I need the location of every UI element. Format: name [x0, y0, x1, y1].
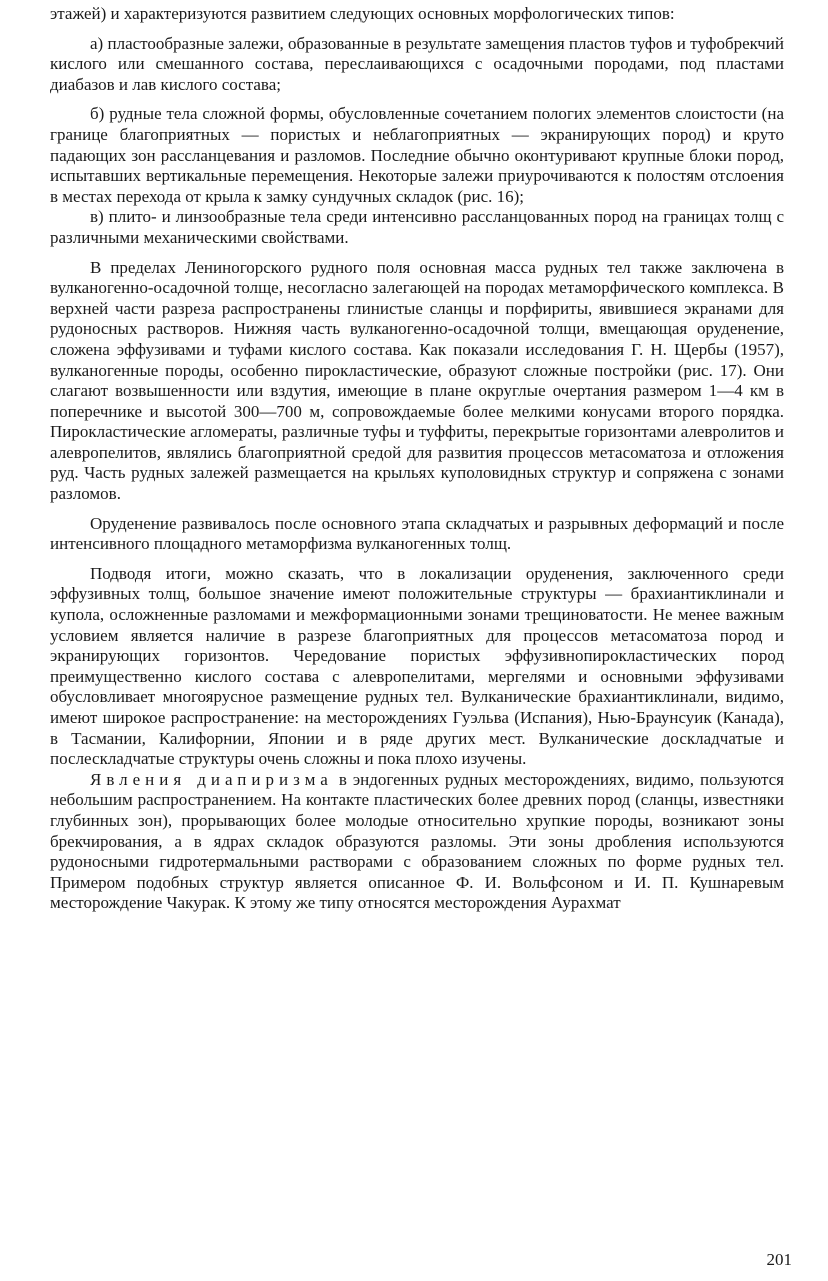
paragraph-summary: Подводя итоги, можно сказать, что в локализации оруденения, заключенного среди эффузивных толщ, большое значение имеют положительные структуры — брахиантиклинали и купола, осложненные разломами и межформационными зонами трещиноватости. Не менее важным условием является наличие в разрезе благоприятных для процессов метасоматоза пород и экранирующих горизонтов. Чередование пористых эффузивнопирокластических пород преимущественно кислого состава с алевропелитами, мергелями и основными эффузивами обусловливает многоярусное размещение рудных тел. Вулканические брахиантиклинали, видимо, имеют широкое распространение: на месторождениях Гуэльва (Испания), Нью-Браунсуик (Канада), в Тасмании, Калифорнии, Японии и в ряде других мест. Вулканические доскладчатые и послескладчатые структуры очень сложны и пока плохо изучены.	[50, 563, 784, 769]
page-number: 201	[766, 1250, 792, 1269]
paragraph-list-b: б) рудные тела сложной формы, обусловленные сочетанием пологих элементов слоистости (на границе благоприятных — пористых и неблагоприятных — экранирующих пород) и круто падающих зон рассланцевания и разломов. Последние обычно оконтуривают крупные блоки пород, испытавших вертикальные перемещения. Некоторые залежи приурочиваются к полостям отслоения в местах перехода от крыла к замку сундучных складок (рис. 16);	[50, 104, 784, 206]
paragraph-diapirism-text: в эндогенных рудных месторождениях, видимо, пользуются небольшим распространением. На контакте пластических более древних пород (сланцы, известняки глубинных зон), прорывающих более молодые относительно хрупкие породы, возникают зоны брекчирования, а в ядрах складок образуются разломы. Эти зоны дробления используются рудоносными гидротермальными растворами с образованием сложных по форме рудных тел. Примером подобных структур является описанное Ф. И. Вольфсоном и И. П. Кушнаревым месторождение Чакурак. К этому же типу относятся месторождения Аурахмат	[50, 769, 784, 913]
paragraph-continuation: этажей) и характеризуются развитием следующих основных морфологических типов:	[50, 4, 675, 23]
paragraph-mineralization: Оруденение развивалось после основного этапа складчатых и разрывных деформаций и после интенсивного площадного метаморфизма вулканогенных толщ.	[50, 513, 784, 554]
paragraph-leninogorsk: В пределах Лениногорского рудного поля основная масса рудных тел также заключена в вулканогенно-осадочной толще, несогласно залегающей на породах метаморфического комплекса. В верхней части разреза распространены глинистые сланцы и порфириты, явившиеся экранами для рудоносных растворов. Нижняя часть вулканогенно-осадочной толщи, вмещающая оруденение, сложена эффузивами и туфами кислого состава. Как показали исследования Г. Н. Щербы (1957), вулканогенные породы, особенно пирокластические, образуют сложные постройки (рис. 17). Они слагают возвышенности или вздутия, имеющие в плане округлые очертания размером 1—4 км в поперечнике и высотой 300—700 м, сопровождаемые более мелкими конусами второго порядка. Пирокластические агломераты, различные туфы и туффиты, перекрытые горизонтами алевролитов и алевропелитов, являлись благоприятной средой для развития процессов метасоматоза и отложения руд. Часть рудных залежей размещается на крыльях куполовидных структур и сопряжена с зонами разломов.	[50, 257, 784, 504]
paragraph-diapirism	[50, 770, 784, 914]
paragraph-list-a: а) пластообразные залежи, образованные в результате замещения пластов туфов и туфобрекчий кислого или смешанного состава, переслаивающихся с осадочными породами, под пластами диабазов и лав кислого состава;	[50, 33, 784, 94]
paragraph-list-c: в) плито- и линзообразные тела среди интенсивно рассланцованных пород на границах толщ с различными механическими свойствами.	[50, 207, 784, 247]
spaced-term: Явления диапиризма	[90, 769, 333, 789]
